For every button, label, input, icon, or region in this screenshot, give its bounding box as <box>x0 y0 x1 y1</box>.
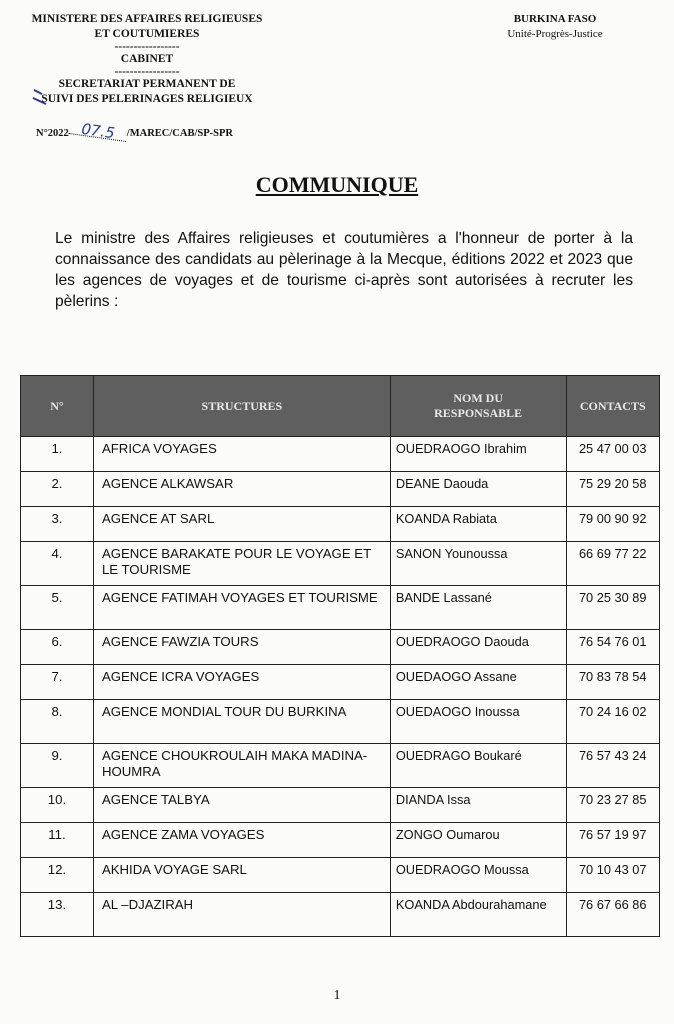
table-row <box>21 507 660 542</box>
row-structure: AGENCE FAWZIA TOURS <box>93 630 390 665</box>
row-responsable: DIANDA Issa <box>390 788 566 823</box>
table-row <box>21 630 660 665</box>
country-header <box>470 12 640 42</box>
row-contact: 70 24 16 02 <box>566 700 660 744</box>
row-number: 12. <box>21 858 94 893</box>
row-structure: AGENCE AT SARL <box>93 507 390 542</box>
row-contact: 70 25 30 89 <box>566 586 660 630</box>
header-structures: STRUCTURES <box>93 376 390 437</box>
cabinet-label: CABINET <box>120 53 174 65</box>
row-number: 5. <box>21 586 94 630</box>
row-structure: AKHIDA VOYAGE SARL <box>93 858 390 893</box>
row-structure: AGENCE ZAMA VOYAGES <box>93 823 390 858</box>
row-contact: 25 47 00 03 <box>566 437 660 472</box>
table-row <box>21 700 660 744</box>
row-responsable: OUEDRAOGO Daouda <box>390 630 566 665</box>
row-contact: 76 54 76 01 <box>566 630 660 665</box>
ref-prefix: N°2022 <box>36 128 69 139</box>
row-responsable: OUEDAOGO Inoussa <box>390 700 566 744</box>
ref-suffix: /MAREC/CAB/SP-SPR <box>126 128 233 139</box>
header-responsable <box>390 376 566 437</box>
row-number: 9. <box>21 744 94 788</box>
table-row <box>21 665 660 700</box>
intro-paragraph: Le ministre des Affaires religieuses et coutumières a l'honneur de porter à la connaissance des candidats au pèlerinage à la Mecque, éditions 2022 et 2023 que les agences de voyages et de tourisme ci-après sont autorisées à recruter les pèlerins : <box>55 230 633 310</box>
row-responsable: OUEDRAOGO Ibrahim <box>390 437 566 472</box>
row-structure: AGENCE CHOUKROULAIH MAKA MADINA-HOUMRA <box>93 744 390 788</box>
header-separator: ----------------- <box>114 41 180 53</box>
country-name: BURKINA FASO <box>513 13 597 25</box>
row-structure: AGENCE TALBYA <box>93 788 390 823</box>
reference-number <box>36 119 233 143</box>
table-row <box>21 472 660 507</box>
page-number: 1 <box>333 988 341 1003</box>
row-number: 7. <box>21 665 94 700</box>
row-number: 10. <box>21 788 94 823</box>
secretariat-line2: SUIVI DES PELERINAGES RELIGIEUX <box>41 93 253 105</box>
ministry-name-line1: MINISTERE DES AFFAIRES RELIGIEUSES <box>31 13 263 25</box>
row-contact: 79 00 90 92 <box>566 507 660 542</box>
header-contacts: CONTACTS <box>566 376 660 437</box>
row-number: 1. <box>21 437 94 472</box>
table-row <box>21 542 660 586</box>
header-responsable-line2: RESPONSABLE <box>434 406 523 420</box>
row-structure: AGENCE ICRA VOYAGES <box>93 665 390 700</box>
row-number: 13. <box>21 893 94 937</box>
row-structure: AGENCE MONDIAL TOUR DU BURKINA <box>93 700 390 744</box>
row-responsable: OUEDAOGO Assane <box>390 665 566 700</box>
row-number: 8. <box>21 700 94 744</box>
document-title: COMMUNIQUE <box>255 172 419 197</box>
row-contact: 70 10 43 07 <box>566 858 660 893</box>
table-row <box>21 437 660 472</box>
country-motto: Unité-Progrès-Justice <box>507 28 603 40</box>
table-row <box>21 586 660 630</box>
row-responsable: DEANE Daouda <box>390 472 566 507</box>
row-number: 6. <box>21 630 94 665</box>
row-structure: AGENCE BARAKATE POUR LE VOYAGE ET LE TOURISME <box>93 542 390 586</box>
row-contact: 76 67 66 86 <box>566 893 660 937</box>
row-contact: 76 57 43 24 <box>566 744 660 788</box>
row-contact: 70 23 27 85 <box>566 788 660 823</box>
row-contact: 66 69 77 22 <box>566 542 660 586</box>
table-header-row <box>21 376 660 437</box>
ministry-name-line2: ET COUTUMIERES <box>94 28 200 40</box>
table-row <box>21 893 660 937</box>
table-row <box>21 858 660 893</box>
row-responsable: ZONGO Oumarou <box>390 823 566 858</box>
row-responsable: OUEDRAGO Boukaré <box>390 744 566 788</box>
row-structure: AGENCE FATIMAH VOYAGES ET TOURISME <box>93 586 390 630</box>
row-contact: 75 29 20 58 <box>566 472 660 507</box>
row-responsable: KOANDA Abdourahamane <box>390 893 566 937</box>
table-row <box>21 744 660 788</box>
header-responsable-line1: NOM DU <box>453 391 503 405</box>
table-row <box>21 823 660 858</box>
row-number: 3. <box>21 507 94 542</box>
row-contact: 76 57 19 97 <box>566 823 660 858</box>
row-structure: AFRICA VOYAGES <box>93 437 390 472</box>
row-responsable: SANON Younoussa <box>390 542 566 586</box>
ref-handwritten-number: 07.5 <box>68 121 127 142</box>
header-no: N° <box>21 376 94 437</box>
handwritten-mark-icon <box>30 84 60 114</box>
row-number: 4. <box>21 542 94 586</box>
header-separator-2: ----------------- <box>114 66 180 78</box>
table-row <box>21 788 660 823</box>
row-number: 2. <box>21 472 94 507</box>
row-responsable: KOANDA Rabiata <box>390 507 566 542</box>
row-structure: AGENCE ALKAWSAR <box>93 472 390 507</box>
row-contact: 70 83 78 54 <box>566 665 660 700</box>
row-responsable: OUEDRAOGO Moussa <box>390 858 566 893</box>
secretariat-line1: SECRETARIAT PERMANENT DE <box>58 78 236 90</box>
row-responsable: BANDE Lassané <box>390 586 566 630</box>
row-number: 11. <box>21 823 94 858</box>
agencies-table <box>20 375 660 937</box>
row-structure: AL –DJAZIRAH <box>93 893 390 937</box>
